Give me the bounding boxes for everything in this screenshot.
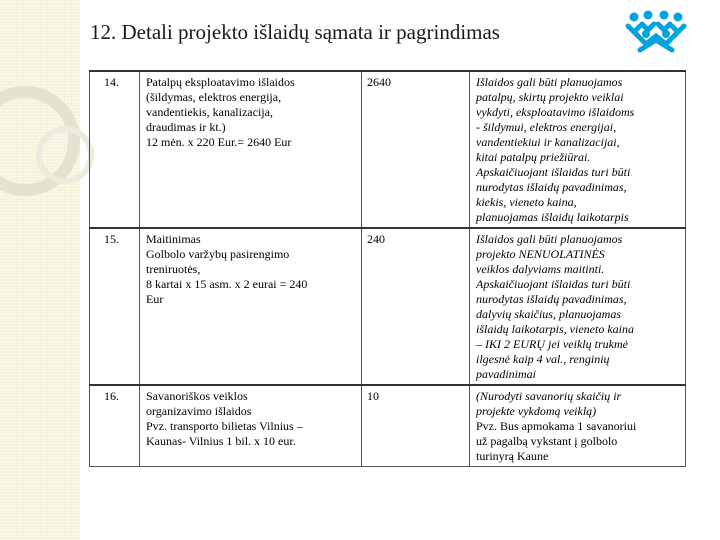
amount-cell — [362, 228, 470, 385]
description-text: Patalpų eksploatavimo išlaidos — [146, 75, 295, 89]
table-row — [90, 228, 686, 385]
amount-text: 10 — [367, 389, 379, 403]
description-text: Maitinimas — [146, 232, 201, 246]
note-italic-text: Išlaidos gali būti planuojamos — [476, 232, 623, 246]
description-text: Eur — [146, 292, 164, 306]
note-italic-text: projekto NENUOLATINĖS — [476, 247, 605, 261]
note-italic-text: vykdyti, eksploatavimo išlaidoms — [476, 105, 635, 119]
note-italic-text: nurodytas išlaidų pavadinimas, — [476, 180, 627, 194]
note-italic-text: Apskaičiuojant išlaidas turi būti — [476, 165, 631, 179]
note-italic-text: vandentiekiui ir kanalizacijai, — [476, 135, 620, 149]
note-italic-text: patalpų, skirtų projekto veiklai — [476, 90, 624, 104]
decorative-ring-small — [36, 126, 94, 184]
amount-cell — [362, 385, 470, 467]
slide-title: 12. Detali projekto išlaidų sąmata ir pagrindimas — [90, 20, 500, 44]
description-text: treniruotės, — [146, 262, 201, 276]
note-italic-text: ilgesnė kaip 4 val., renginių — [476, 352, 610, 366]
row-number-text: 15. — [104, 232, 119, 246]
note-italic-text: (Nurodyti savanorių skaičių ir — [476, 389, 622, 403]
note-italic-text: projekte vykdomą veiklą) — [476, 404, 597, 418]
row-number-cell — [90, 385, 140, 467]
description-cell — [140, 385, 362, 467]
people-circle-logo-icon — [624, 10, 688, 56]
note-italic-text: - šildymui, elektros energijai, — [476, 120, 617, 134]
row-number-text: 14. — [104, 75, 119, 89]
row-number-cell — [90, 71, 140, 228]
budget-table-body — [90, 71, 686, 467]
description-text: Kaunas- Vilnius 1 bil. x 10 eur. — [146, 434, 296, 448]
description-text: 12 mėn. x 220 Eur.= 2640 Eur — [146, 135, 292, 149]
note-italic-text: veiklos dalyviams maitinti. — [476, 262, 605, 276]
note-italic-text: nurodytas išlaidų pavadinimas, — [476, 292, 627, 306]
note-italic-text: pavadinimai — [476, 367, 536, 381]
note-italic-text: planuojamas išlaidų laikotarpis — [476, 210, 629, 224]
description-text: Savanoriškos veiklos — [146, 389, 248, 403]
description-text: 8 kartai x 15 asm. x 2 eurai = 240 — [146, 277, 308, 291]
description-text: vandentiekis, kanalizacija, — [146, 105, 273, 119]
row-number-cell — [90, 228, 140, 385]
amount-text: 2640 — [367, 75, 391, 89]
description-text: draudimas ir kt.) — [146, 120, 226, 134]
description-cell — [140, 71, 362, 228]
amount-cell — [362, 71, 470, 228]
note-cell — [470, 385, 686, 467]
table-row — [90, 71, 686, 228]
note-italic-text: kitai patalpų priežiūrai. — [476, 150, 591, 164]
note-example-text: už pagalbą vykstant į golbolo — [476, 434, 618, 448]
note-italic-text: išlaidų laikotarpis, vieneto kaina — [476, 322, 634, 336]
description-text: Pvz. transporto bilietas Vilnius – — [146, 419, 303, 433]
note-example-text: turinyrą Kaune — [476, 449, 549, 463]
note-italic-text: kiekis, vieneto kaina, — [476, 195, 577, 209]
note-example-text: Pvz. Bus apmokama 1 savanoriui — [476, 419, 637, 433]
note-italic-text: dalyvių skaičius, planuojamas — [476, 307, 621, 321]
description-cell — [140, 228, 362, 385]
description-text: (šildymas, elektros energija, — [146, 90, 282, 104]
note-cell — [470, 228, 686, 385]
description-text: organizavimo išlaidos — [146, 404, 252, 418]
row-number-text: 16. — [104, 389, 119, 403]
table-row — [90, 385, 686, 467]
budget-table — [89, 70, 686, 467]
description-text: Golbolo varžybų pasirengimo — [146, 247, 290, 261]
decorative-side-strip — [0, 0, 80, 540]
amount-text: 240 — [367, 232, 385, 246]
note-italic-text: Išlaidos gali būti planuojamos — [476, 75, 623, 89]
note-italic-text: Apskaičiuojant išlaidas turi būti — [476, 277, 631, 291]
note-cell — [470, 71, 686, 228]
note-italic-text: – IKI 2 EURŲ jei veiklų trukmė — [476, 337, 628, 351]
